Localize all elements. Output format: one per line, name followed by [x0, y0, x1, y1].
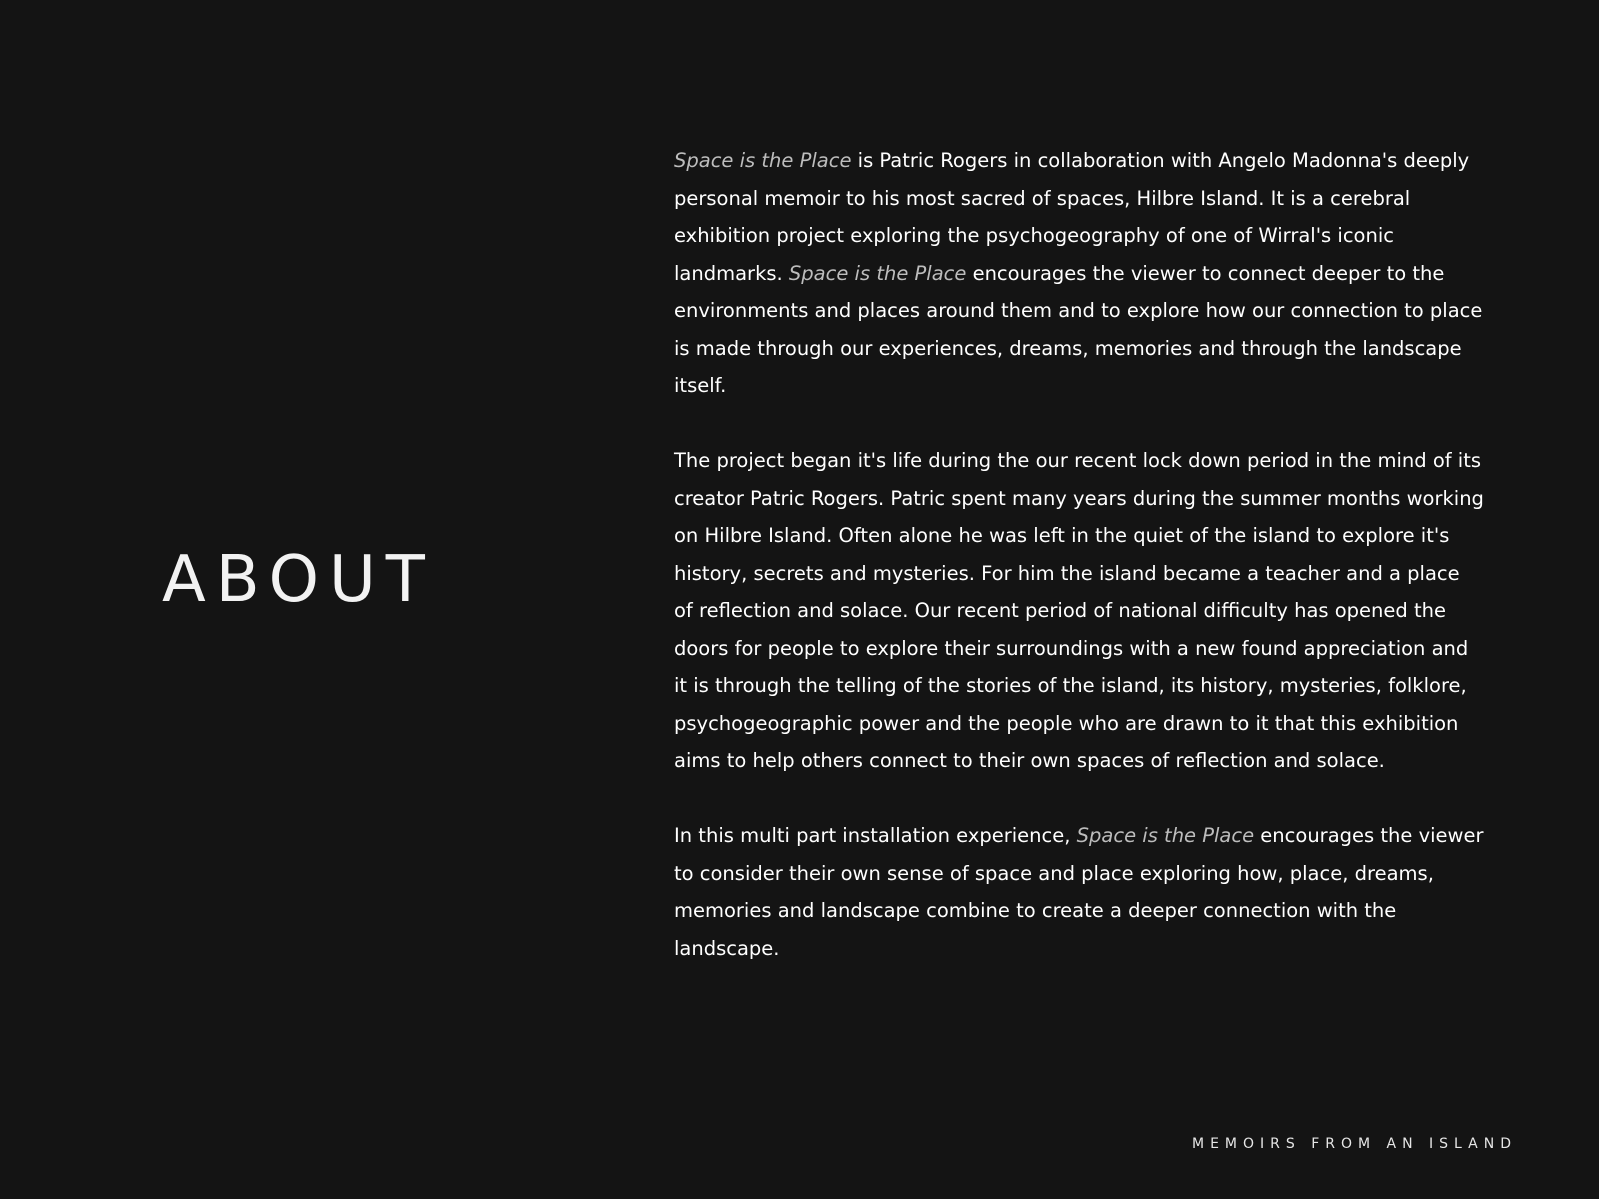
paragraph-text: In this multi part installation experience, — [674, 824, 1077, 847]
paragraph-text: is Patric Rogers in collaboration with Angelo Madonna's deeply personal memoir to his most sacred of spaces, Hilbre Island. It is a cerebral exhibition project exploring the psychogeography of one of Wirral's iconic landmarks. — [674, 149, 1470, 285]
exhibition-title: Space is the Place — [1076, 824, 1255, 847]
paragraph-installation — [674, 817, 1484, 967]
footer-caption: MEMOIRS FROM AN ISLAND — [1191, 1136, 1517, 1152]
about-body — [674, 142, 1484, 1005]
paragraph-text: encourages the viewer to consider their own sense of space and place exploring how, place, dreams, memories and landscape combine to create a deeper connection with the landscape. — [674, 824, 1484, 960]
exhibition-title: Space is the Place — [674, 149, 852, 172]
paragraph-text: The project began it's life during the our recent lock down period in the mind of its creator Patric Rogers. Patric spent many years during the summer months working on Hilbre Island. Often alone he was left in the quiet of the island to explore it's history, secrets and mysteries. For him the island became a teacher and a place of reflection and solace. Our recent period of national difficulty has opened the doors for people to explore their surroundings with a new found appreciation and it is through the telling of the stories of the island, its history, mysteries, folklore, psychogeographic power and the people who are drawn to it that this exhibition aims to help others connect to their own spaces of reflection and solace. — [674, 449, 1484, 772]
exhibition-title: Space is the Place — [788, 261, 967, 285]
paragraph-history — [674, 442, 1484, 780]
page-heading: ABOUT — [162, 543, 435, 617]
paragraph-intro — [674, 142, 1484, 405]
paragraph-text: encourages the viewer to connect deeper to the environments and places around them and to explore how our connection to place is made through our experiences, dreams, memories and through the landscape itself. — [674, 261, 1483, 397]
